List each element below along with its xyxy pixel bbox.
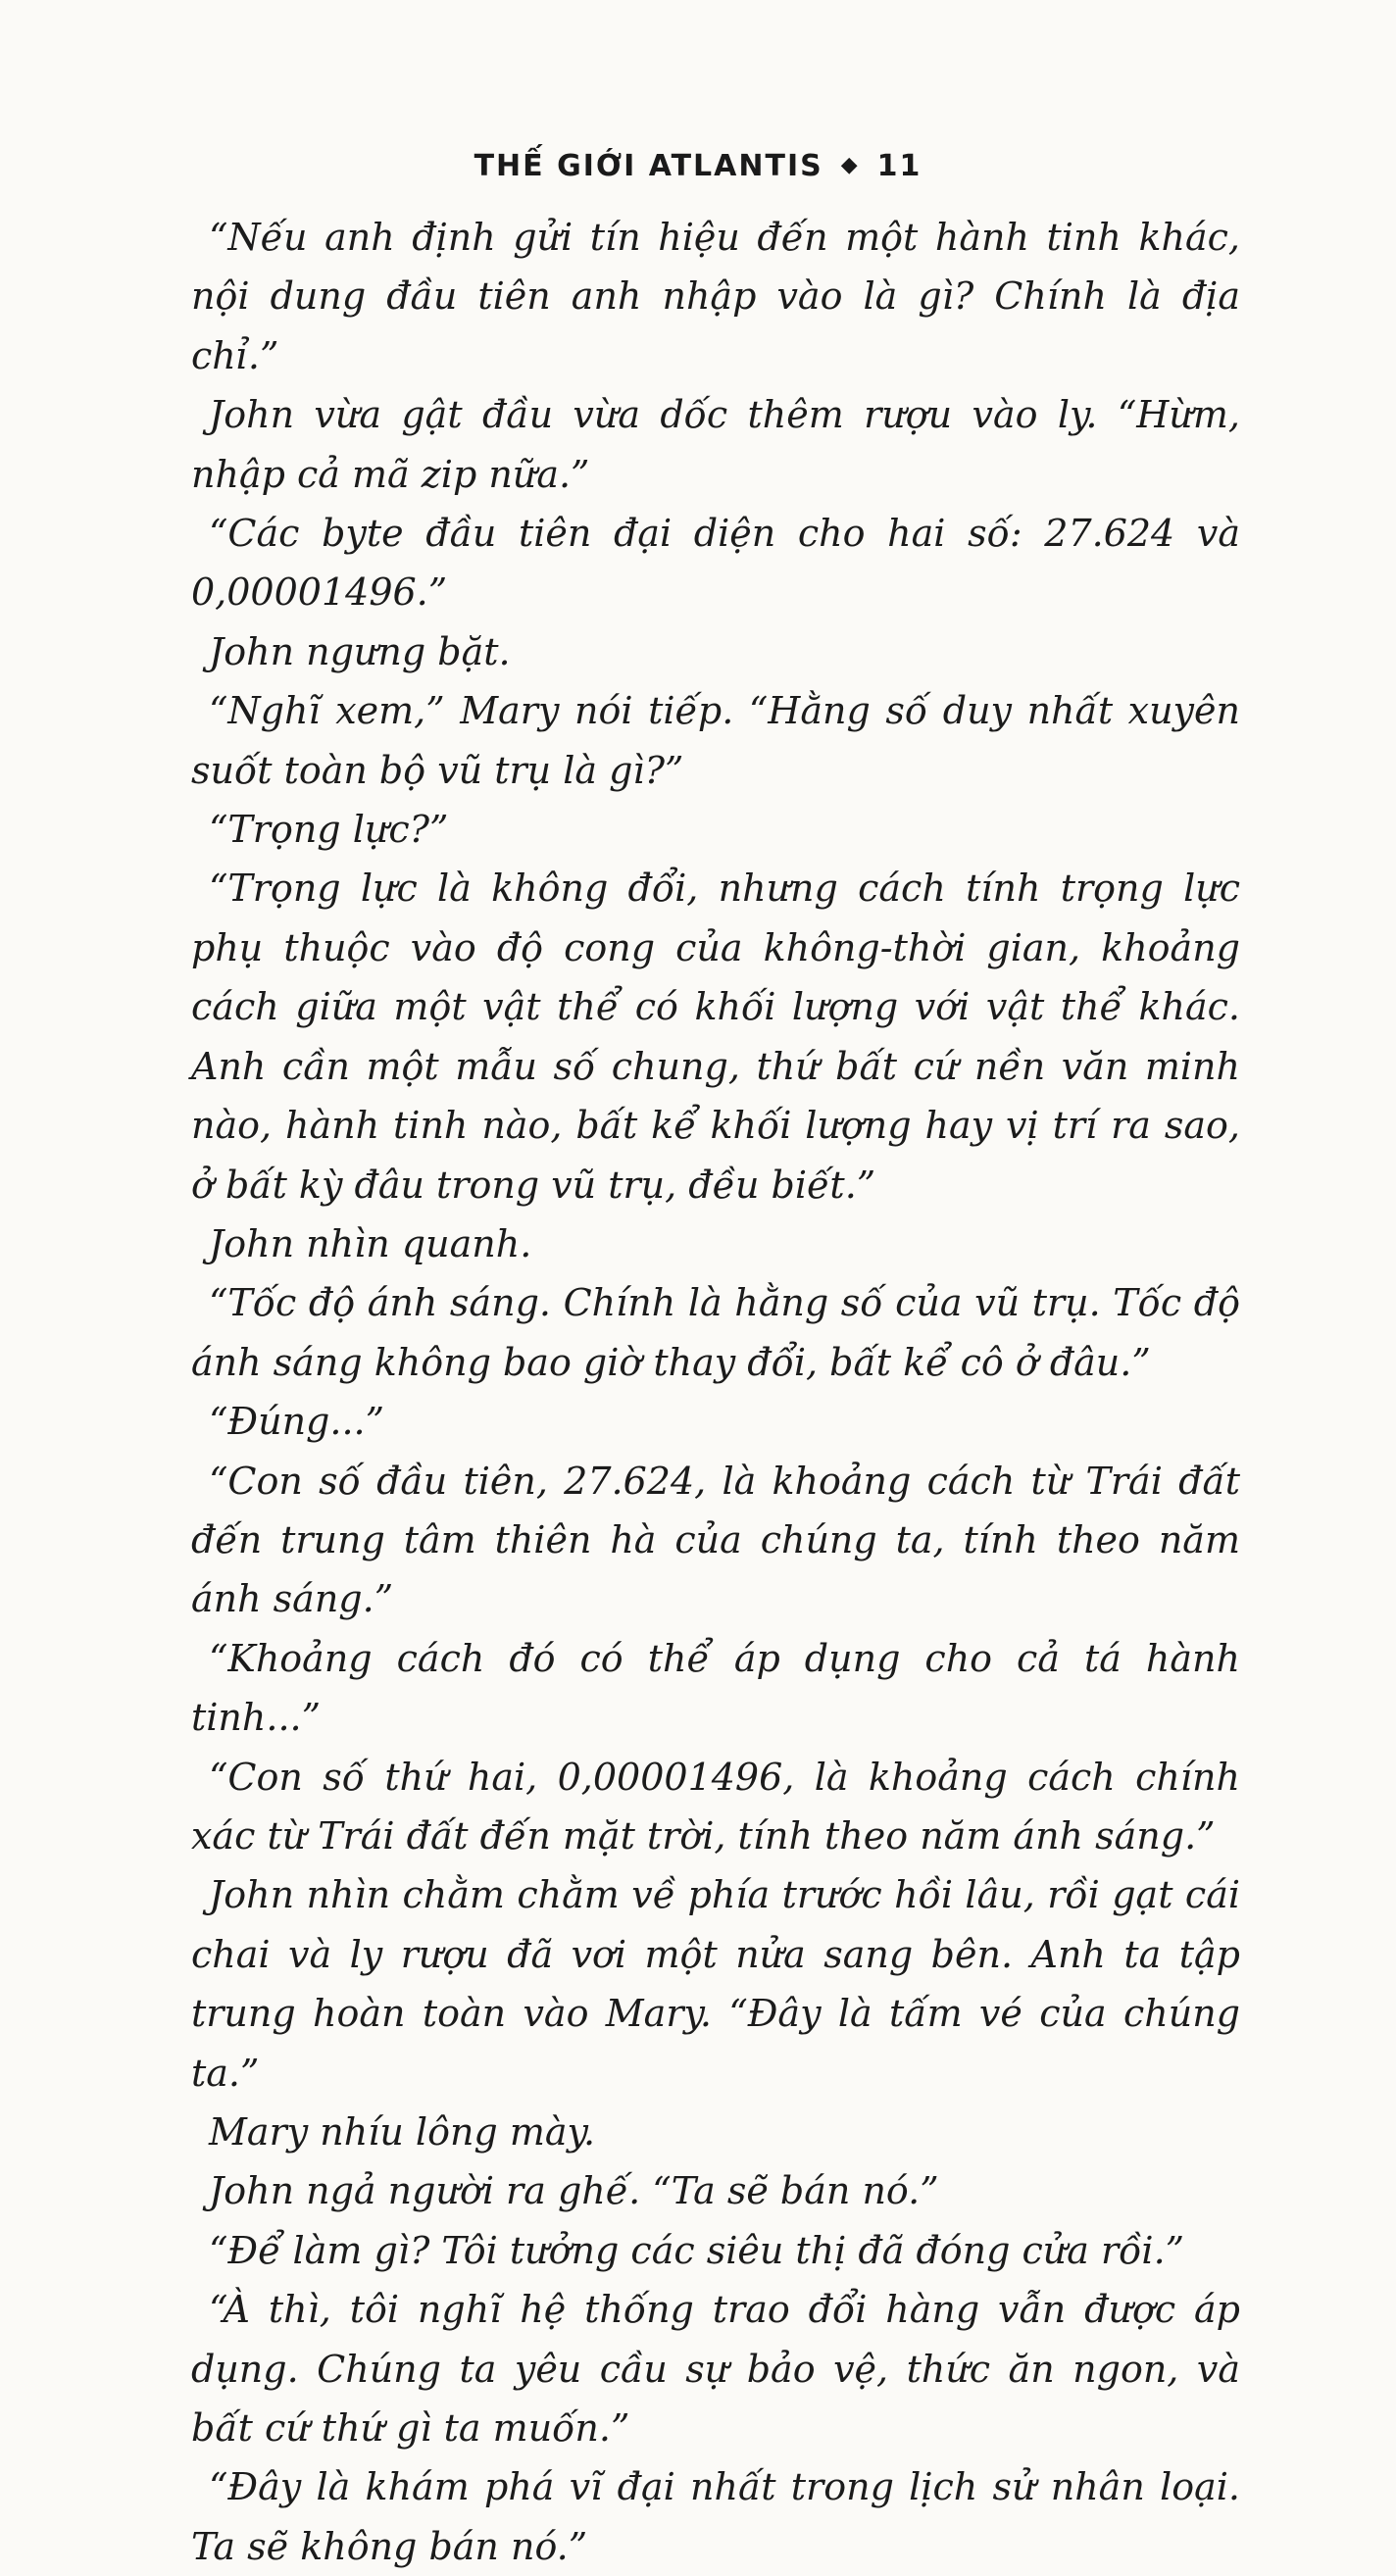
paragraph: “Các byte đầu tiên đại diện cho hai số: 27.624 và 0,00001496.” [191,512,1240,615]
paragraph: “Con số đầu tiên, 27.624, là khoảng cách từ Trái đất đến trung tâm thiên hà của chúng ta, tính theo năm ánh sáng.” [191,1459,1240,1621]
paragraph: “Trọng lực?” [209,808,449,852]
paragraph: Mary nhíu lông mày. [209,2110,596,2154]
paragraph: “Đúng...” [209,1400,385,1444]
paragraph: “Trọng lực là không đổi, nhưng cách tính trọng lực phụ thuộc vào độ cong của không-thời gian, khoảng cách giữa một vật thể có khối lượng với vật thể khác. Anh cần một mẫu số chung, thứ bất cứ nền văn minh nào, hành tinh nào, bất kể khối lượng hay vị trí ra sao, ở bất kỳ đâu trong vũ trụ, đều biết.” [191,867,1240,1207]
paragraph: “Khoảng cách đó có thể áp dụng cho cả tá hành tinh...” [191,1636,1240,1740]
paragraph: John ngả người ra ghế. “Ta sẽ bán nó.” [209,2169,939,2213]
paragraph: “Đây là khám phá vĩ đại nhất trong lịch sử nhân loại. Ta sẽ không bán nó.” [191,2465,1240,2568]
page-number: 11 [876,149,922,183]
paragraph: “Con số thứ hai, 0,00001496, là khoảng cách chính xác từ Trái đất đến mặt trời, tính theo năm ánh sáng.” [191,1755,1240,1858]
paragraph: “Để làm gì? Tôi tưởng các siêu thị đã đóng cửa rồi.” [209,2228,1185,2272]
paragraph: “À thì, tôi nghĩ hệ thống trao đổi hàng vẫn được áp dụng. Chúng ta yêu cầu sự bảo vệ, thức ăn ngon, và bất cứ thứ gì ta muốn.” [191,2288,1240,2451]
paragraph: John nhìn chằm chằm về phía trước hồi lâu, rồi gạt cái chai và ly rượu đã vơi một nửa sang bên. Anh ta tập trung hoàn toàn vào Mary. “Đây là tấm vé của chúng ta.” [191,1873,1240,2095]
paragraph: “Nghĩ xem,” Mary nói tiếp. “Hằng số duy nhất xuyên suốt toàn bộ vũ trụ là gì?” [191,689,1240,792]
running-header [0,149,1396,183]
paragraph: “Nếu anh định gửi tín hiệu đến một hành tinh khác, nội dung đầu tiên anh nhập vào là gì? Chính là địa chỉ.” [191,216,1240,377]
diamond-separator-icon: ◆ [840,153,860,177]
paragraph: “Tốc độ ánh sáng. Chính là hằng số của vũ trụ. Tốc độ ánh sáng không bao giờ thay đổi, bất kể cô ở đâu.” [191,1281,1240,1384]
paragraph: John ngưng bặt. [209,629,511,673]
paragraph: John vừa gật đầu vừa dốc thêm rượu vào ly. “Hừm, nhập cả mã zip nữa.” [191,393,1240,496]
paragraph: John nhìn quanh. [209,1221,532,1265]
page-body [191,208,1240,2576]
book-title: THẾ GIỚI ATLANTIS [474,149,823,183]
